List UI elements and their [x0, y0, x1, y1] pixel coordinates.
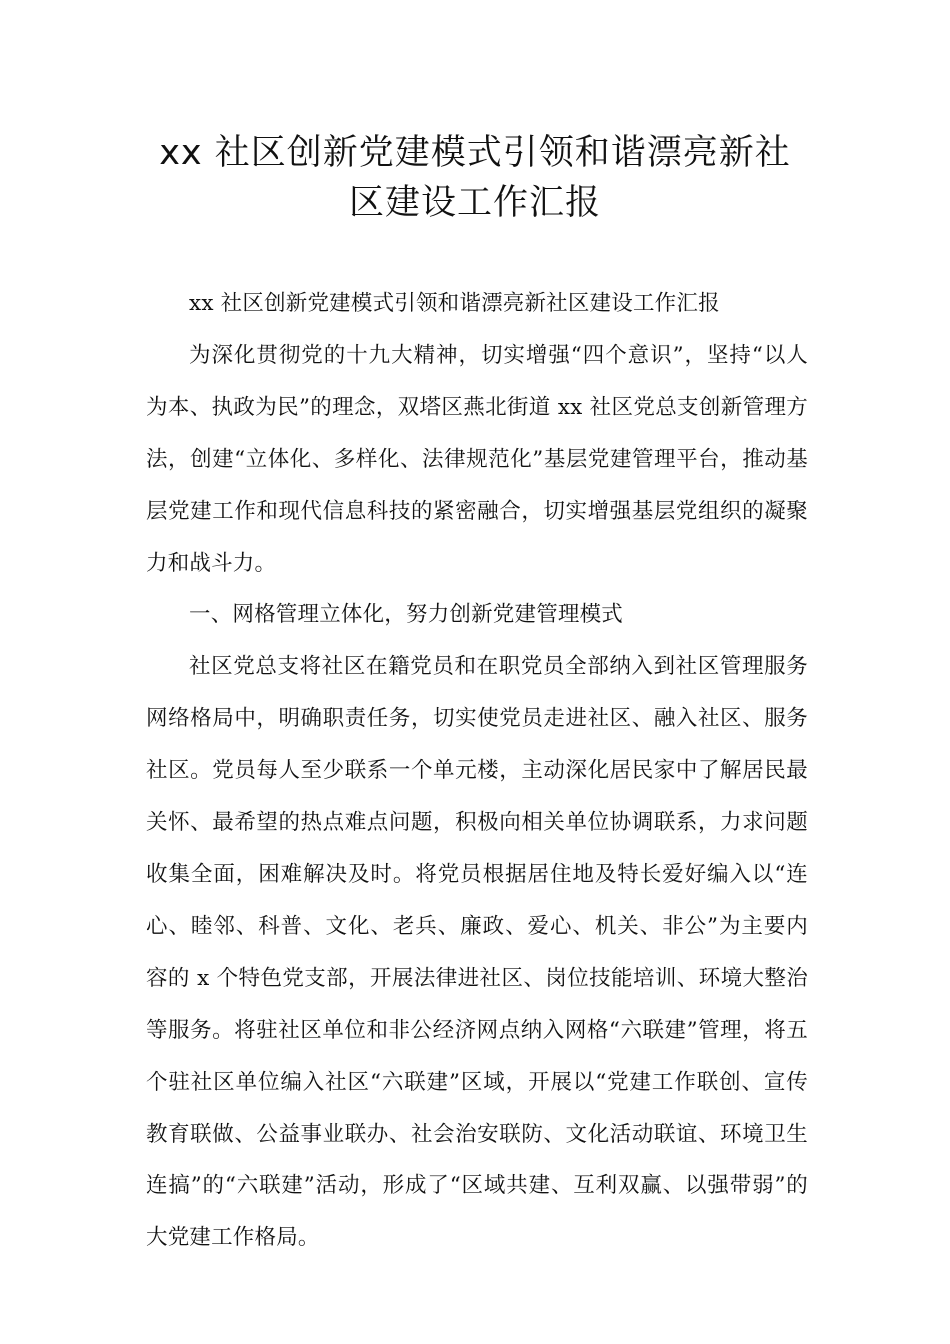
intro-paragraph: 为深化贯彻党的十九大精神，切实增强“四个意识”，坚持“以人为本、执政为民”的理念，双塔区燕北街道 xx 社区党总支创新管理方法，创建“立体化、多样化、法律规范化”基层党建管理平台，推动基层党建工作和现代信息科技的紧密融合，切实增强基层党组织的凝聚力和战斗力。 — [146, 342, 808, 576]
section-paragraph: 社区党总支将社区在籍党员和在职党员全部纳入到社区管理服务网络格局中，明确职责任务，切实使党员走进社区、融入社区、服务社区。党员每人至少联系一个单元楼，主动深化居民家中了解居民最关怀、最希望的热点难点问题，积极向相关单位协调联系，力求问题收集全面，困难解决及时。将党员根据居住地及特长爱好编入以“连心、睦邻、科普、文化、老兵、廉政、爱心、机关、非公”为主要内容的 x 个特色党支部，开展法律进社区、岗位技能培训、环境大整治等服务。将驻社区单位和非公经济网点纳入网格“六联建”管理，将五个驻社区单位编入社区“六联建”区域，开展以“党建工作联创、宣传教育联做、公益事业联办、社会治安联防、文化活动联谊、环境卫生连搞”的“六联建”活动，形成了“区域共建、互利双赢、以强带弱”的大党建工作格局。 — [146, 654, 808, 1251]
document-body — [146, 278, 808, 1264]
document-title — [140, 128, 810, 228]
section-heading: 一、网格管理立体化，努力创新党建管理模式 — [189, 602, 624, 628]
title-line-1: xx 社区创新党建模式引领和谐漂亮新社 — [159, 133, 791, 173]
title-line-2: 区建设工作汇报 — [348, 183, 601, 223]
subtitle-paragraph: xx 社区创新党建模式引领和谐漂亮新社区建设工作汇报 — [189, 291, 720, 316]
